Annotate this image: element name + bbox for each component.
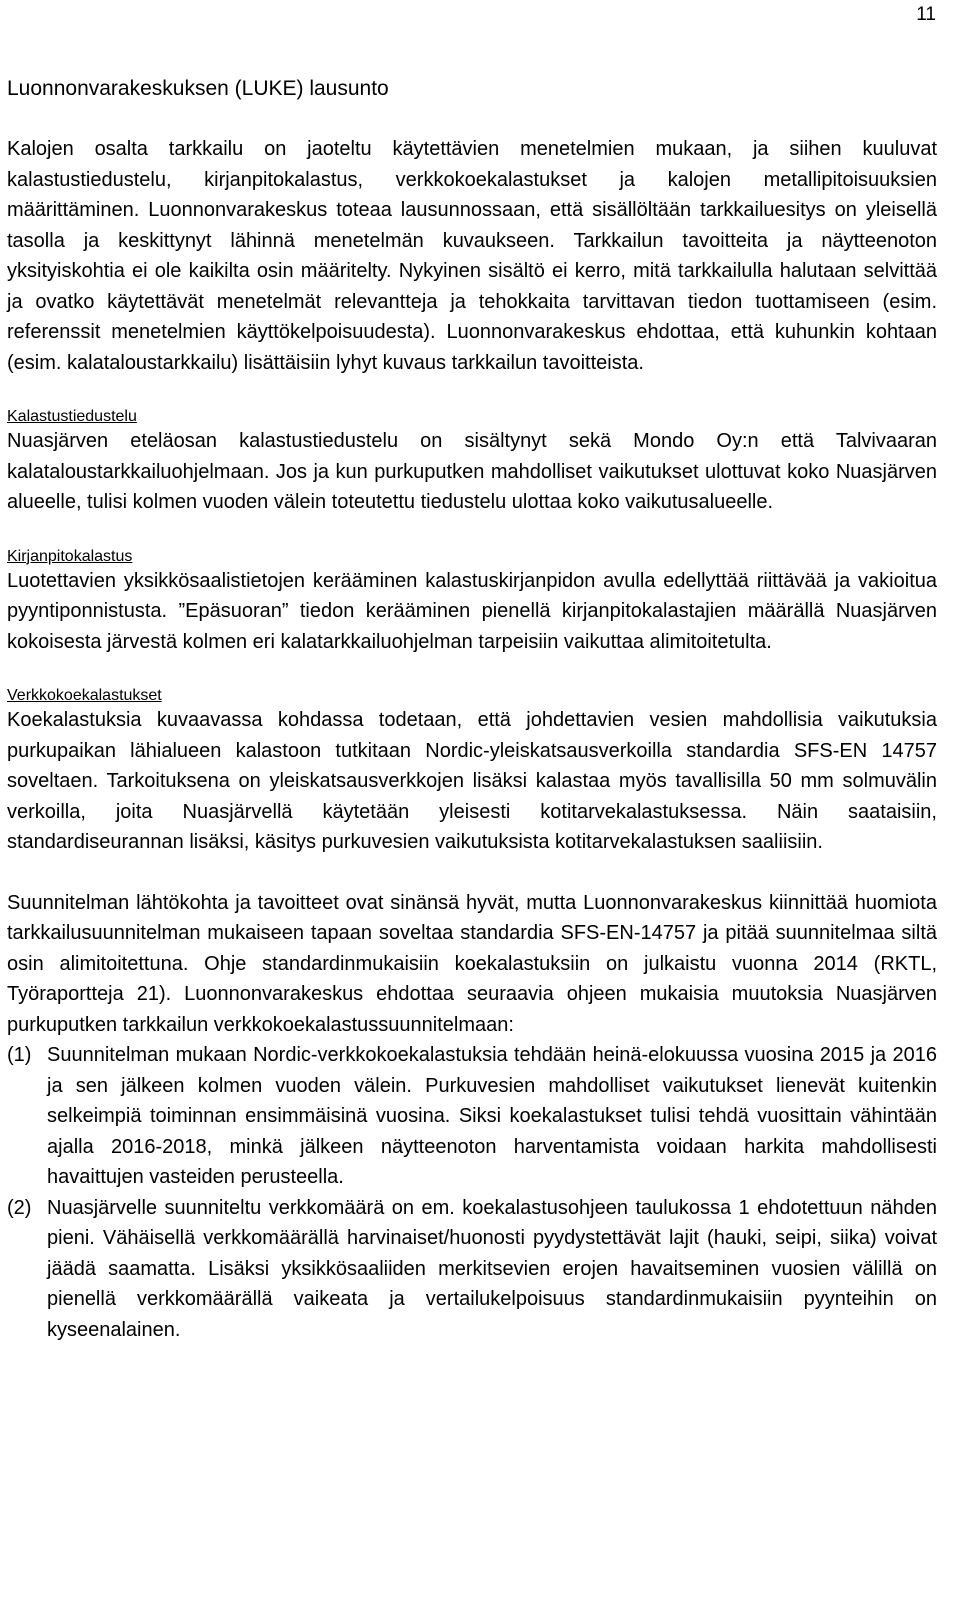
list-item bbox=[7, 1040, 937, 1193]
recommendation-list bbox=[7, 1040, 937, 1345]
document-body bbox=[7, 74, 937, 1345]
list-item bbox=[7, 1193, 937, 1346]
document-heading: Luonnonvarakeskuksen (LUKE) lausunto bbox=[7, 77, 389, 100]
intro-paragraph: Kalojen osalta tarkkailu on jaoteltu käytettävien menetelmien mukaan, ja siihen kuuluvat kalastustiedustelu, kirjanpitokalastus, verkkokoekalastukset ja kalojen metallipitoisuuksien määrittäminen. Luonnonvarakeskus toteaa lausunnossaan, että sisällöltään tarkkailuesitys on yleisellä tasolla ja keskittynyt lähinnä menetelmän kuvaukseen. Tarkkailun tavoitteita ja näytteenoton yksityiskohtia ei ole kaikilta osin määritelty. Nykyinen sisältö ei kerro, mitä tarkkailulla halutaan selvittää ja ovatko käytettävät menetelmät relevantteja ja tehokkaita tarvittavan tiedon tuottamiseen (esim. referenssit menetelmien käyttökelpoisuudesta). Luonnonvarakeskus ehdottaa, että kuhunkin kohtaan (esim. kalataloustarkkailu) lisättäisiin lyhyt kuvaus tarkkailun tavoitteista. bbox=[7, 138, 937, 374]
section-kalastustiedustelu bbox=[7, 408, 937, 518]
list-marker: (2) bbox=[7, 1196, 32, 1219]
section-kirjanpitokalastus bbox=[7, 548, 937, 658]
section-verkkokoekalastukset bbox=[7, 687, 937, 858]
section-title: Verkkokoekalastukset bbox=[7, 687, 162, 704]
list-item-text: Nuasjärvelle suunniteltu verkkomäärä on em. koekalastusohjeen taulukossa 1 ehdotettuun nähden pieni. Vähäisellä verkkomäärällä harvinaiset/huonosti pyydystettävät lajit (hauki, seipi, siika) voivat jäädä saamatta. Lisäksi yksikkösaaliiden merkitsevien erojen havaitseminen vuosien välillä on pienellä verkkomäärällä vaikeata ja vertailukelpoisuus standardinmukaisiin pyynteihin on kyseenalainen. bbox=[47, 1196, 937, 1341]
section-title: Kalastustiedustelu bbox=[7, 408, 137, 425]
intro-section bbox=[7, 134, 937, 378]
section-title: Kirjanpitokalastus bbox=[7, 547, 133, 565]
page-number: 11 bbox=[916, 4, 936, 25]
list-item-text: Suunnitelman mukaan Nordic-verkkokoekalastuksia tehdään heinä-elokuussa vuosina 2015 ja 2016 ja sen jälkeen kolmen vuoden välein. Purkuvesien mahdolliset vaikutukset lienevät kuitenkin selkeimpiä toiminnan ensimmäisinä vuosina. Siksi koekalastukset tulisi tehdä vuosittain vähintään ajalla 2016-2018, minkä jälkeen näytteenoton harventamista voidaan harkita mahdollisesti havaittujen vasteiden perusteella. bbox=[47, 1044, 937, 1188]
section-body: Nuasjärven eteläosan kalastustiedustelu on sisältynyt sekä Mondo Oy:n että Talvivaaran kalataloustarkkailuohjelmaan. Jos ja kun purkuputken mahdolliset vaikutukset ulottuvat koko Nuasjärven alueelle, tulisi kolmen vuoden välein toteutettu tiedustelu ulottaa koko vaikutusalueelle. bbox=[7, 430, 937, 513]
closing-section bbox=[7, 888, 937, 1346]
section-body: Luotettavien yksikkösaalistietojen kerääminen kalastuskirjanpidon avulla edellyttää riittävää ja vakioitua pyyntiponnistusta. ”Epäsuoran” tiedon kerääminen pienellä kirjanpitokalastajien määrällä Nuasjärven kokoisesta järvestä kolmen eri kalatarkkailuohjelman tarpeisiin vaikuttaa alimitoitetulta. bbox=[7, 569, 937, 653]
list-marker: (1) bbox=[7, 1044, 32, 1066]
closing-paragraph: Suunnitelman lähtökohta ja tavoitteet ovat sinänsä hyvät, mutta Luonnonvarakeskus kiinnittää huomiota tarkkailusuunnitelman mukaiseen tapaan soveltaa standardia SFS-EN-14757 ja pitää suunnitelmaa siltä osin alimitoitettuna. Ohje standardinmukaisiin koekalastuksiin on julkaistu vuonna 2014 (RKTL, Työraportteja 21). Luonnonvarakeskus ehdottaa seuraavia ohjeen mukaisia muutoksia Nuasjärven purkuputken tarkkailun verkkokoekalastussuunnitelmaan: bbox=[7, 891, 937, 1036]
section-body: Koekalastuksia kuvaavassa kohdassa todetaan, että johdettavien vesien mahdollisia vaikutuksia purkupaikan lähialueen kalastoon tutkitaan Nordic-yleiskatsausverkoilla standardia SFS-EN 14757 soveltaen. Tarkoituksena on yleiskatsausverkkojen lisäksi kalastaa myös tavallisilla 50 mm solmuvälin verkoilla, joita Nuasjärvellä käytetään yleisesti kotitarvekalastuksessa. Näin saataisiin, standardiseurannan lisäksi, käsitys purkuvesien vaikutuksista kotitarvekalastuksen saaliisiin. bbox=[7, 709, 937, 853]
